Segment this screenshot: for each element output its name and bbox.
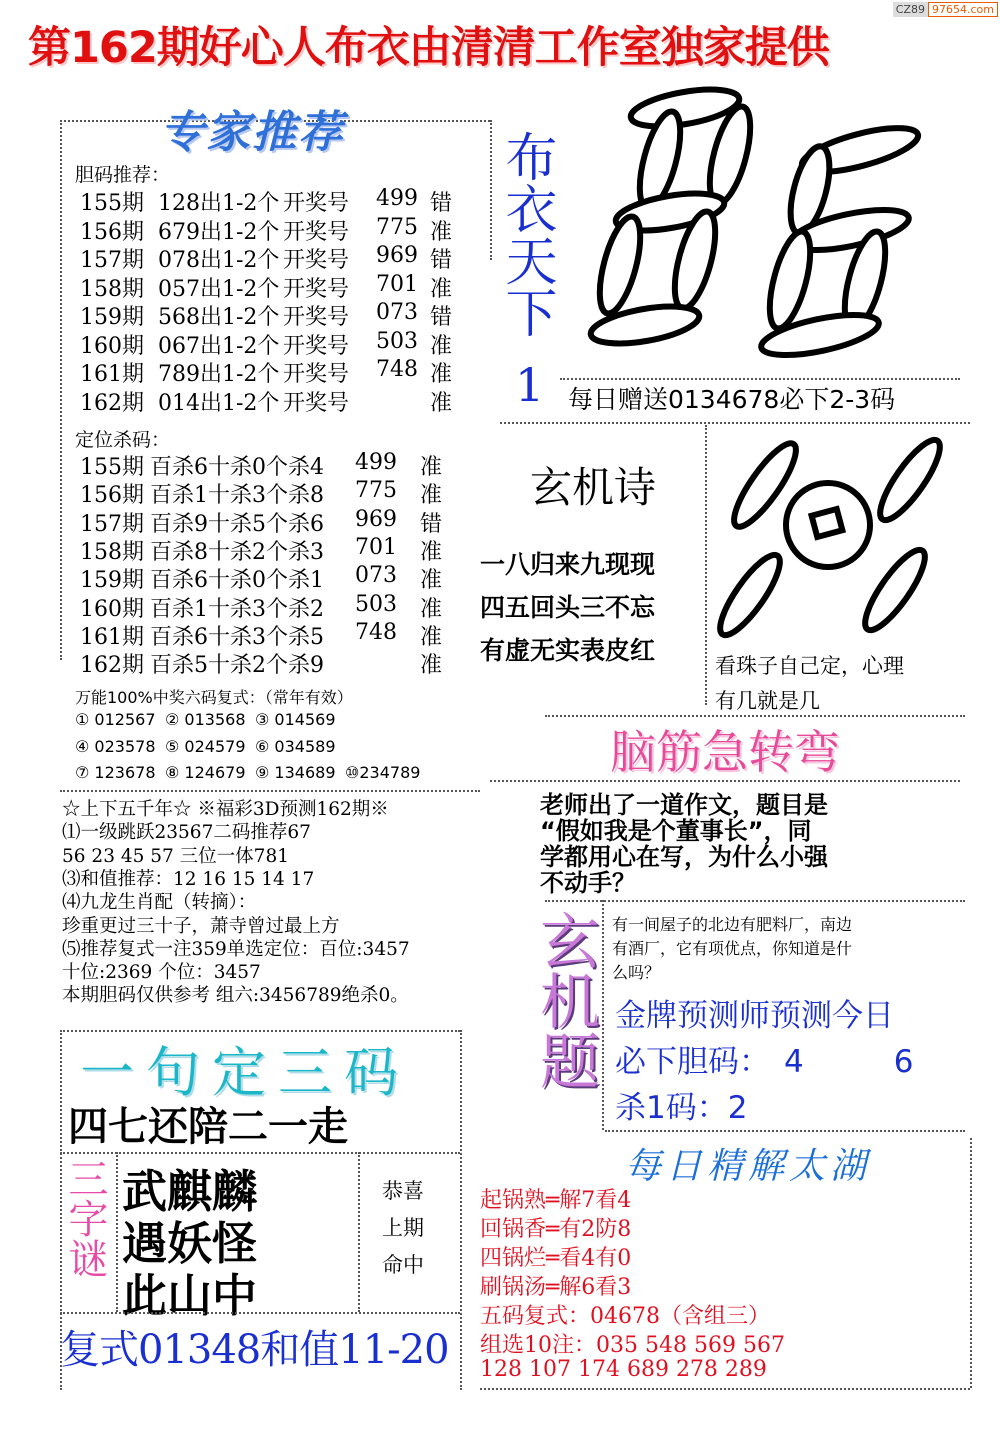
dan-tag: 开奖号 bbox=[283, 219, 350, 245]
kill-number: 499 bbox=[355, 450, 397, 475]
dan-period: 162期 bbox=[80, 390, 144, 416]
pred-line-2-label: 必下胆码： bbox=[615, 1044, 770, 1080]
dan-tag: 开奖号 bbox=[283, 191, 350, 216]
divider bbox=[358, 1152, 360, 1312]
teaser-line: “假如我是个董事长”，同 bbox=[540, 817, 812, 845]
combo-item: ⑥ 034589 bbox=[255, 736, 336, 756]
watermark-right: 97654.com bbox=[928, 2, 998, 17]
forecast-line: 本期胆码仅供参考 组六:3456789绝杀0。 bbox=[62, 985, 409, 1007]
divider bbox=[545, 900, 965, 902]
dan-row bbox=[80, 243, 480, 271]
taihu-line: 128 107 174 689 278 289 bbox=[480, 1357, 767, 1382]
san-zi-mi-label: 三字谜 bbox=[62, 1158, 108, 1278]
dan-tag: 开奖号 bbox=[283, 248, 350, 273]
dan-result: 准 bbox=[430, 390, 453, 416]
combo-item: ⑩234789 bbox=[345, 763, 421, 782]
kill-number: 969 bbox=[355, 506, 397, 532]
kill-period: 156期 bbox=[80, 483, 144, 509]
kill-result: 准 bbox=[420, 539, 443, 565]
one-sentence-heading: 一句定三码 bbox=[80, 1041, 410, 1104]
kill-period: 157期 bbox=[80, 511, 144, 537]
daily-gift: 每日赠送0134678必下2-3码 bbox=[568, 385, 896, 414]
forecast-line: 十位:2369 个位：3457 bbox=[62, 962, 261, 984]
dan-period: 159期 bbox=[80, 305, 144, 330]
question-line: 有一间屋子的北边有肥料厂，南边 bbox=[612, 915, 853, 934]
dan-pick: 789出1-2个 bbox=[158, 362, 280, 387]
divider bbox=[490, 120, 492, 260]
page-title: 第162期好心人布衣由清清工作室独家提供 bbox=[28, 23, 829, 73]
watermark-left: CZ89 bbox=[893, 2, 928, 17]
congrats-line: 上期 bbox=[382, 1216, 424, 1240]
dan-result: 错 bbox=[430, 248, 453, 273]
kill-number: 503 bbox=[355, 591, 397, 617]
dan-result: 错 bbox=[430, 305, 453, 330]
dan-period: 158期 bbox=[80, 276, 144, 302]
dan-pick: 568出1-2个 bbox=[158, 305, 280, 330]
kill-row bbox=[80, 563, 480, 594]
poem-line: 一八归来九现现 bbox=[480, 550, 656, 579]
dan-row bbox=[80, 357, 480, 385]
buyi-number: 1 bbox=[515, 358, 545, 412]
kill-number: 701 bbox=[355, 534, 397, 560]
forecast-line: 56 23 45 57 三位一体781 bbox=[62, 845, 289, 867]
note-line: 看珠子自己定，心理 bbox=[715, 654, 904, 678]
kill-result: 准 bbox=[420, 483, 443, 509]
pred-line-2-a: 4 bbox=[784, 1044, 804, 1080]
divider bbox=[490, 780, 960, 782]
kill-positions: 百杀1十杀3个杀8 bbox=[150, 483, 324, 509]
divider bbox=[116, 1152, 118, 1312]
dan-row bbox=[80, 300, 480, 328]
forecast-line: 珍重更过三十子，萧寺曾过最上方 bbox=[62, 915, 340, 937]
combo-row bbox=[75, 763, 495, 787]
kill-period: 162期 bbox=[80, 653, 144, 679]
kill-period: 161期 bbox=[80, 624, 144, 650]
dan-number: 499 bbox=[376, 186, 418, 211]
pred-line-2-b: 6 bbox=[893, 1044, 914, 1080]
kill-positions: 百杀8十杀2个杀3 bbox=[150, 539, 324, 565]
dan-tag: 开奖号 bbox=[283, 390, 350, 416]
divider bbox=[60, 120, 62, 660]
taihu-line: 起锅熟═解7看4 bbox=[480, 1188, 632, 1213]
kill-row bbox=[80, 507, 480, 535]
combo-row bbox=[75, 710, 495, 734]
combo-item: ⑨ 134689 bbox=[255, 763, 336, 782]
dan-result: 准 bbox=[430, 276, 453, 302]
divider bbox=[480, 1388, 970, 1390]
xuanji-shi-heading: 玄机诗 bbox=[530, 463, 657, 512]
dan-number: 503 bbox=[376, 328, 418, 354]
taihu-line: 回锅香═有2防8 bbox=[480, 1217, 632, 1242]
dan-result: 准 bbox=[430, 219, 453, 245]
taihu-lines bbox=[480, 1183, 785, 1386]
dan-period: 155期 bbox=[80, 191, 144, 216]
dan-tag: 开奖号 bbox=[283, 305, 350, 330]
one-sentence-phrase: 四七还陪二一走 bbox=[68, 1104, 348, 1150]
riddle-line: 遇妖怪 bbox=[122, 1217, 258, 1270]
divider bbox=[460, 1030, 462, 1390]
forecast-line: ⑷九龙生肖配（转摘）： bbox=[62, 892, 257, 914]
dan-number: 073 bbox=[376, 300, 418, 325]
brain-teaser-heading: 脑筋急转弯 bbox=[610, 725, 840, 779]
dan-pick: 679出1-2个 bbox=[158, 219, 280, 245]
taihu-line: 四锅烂═看4有0 bbox=[480, 1246, 632, 1271]
buyi-vertical: 布衣天下 bbox=[496, 130, 556, 338]
combo-item: ⑦ 123678 bbox=[75, 763, 156, 782]
dan-result: 准 bbox=[430, 362, 453, 387]
combo-item: ③ 014569 bbox=[255, 710, 336, 729]
kill-row bbox=[80, 620, 480, 648]
divider bbox=[60, 1312, 460, 1314]
teaser-line: 老师出了一道作文，题目是 bbox=[540, 791, 828, 819]
dan-number: 775 bbox=[376, 214, 418, 240]
taihu-line: 组选10注：035 548 569 567 bbox=[480, 1333, 785, 1358]
pred-line-2 bbox=[615, 1036, 913, 1081]
forecast-line: ⑶和值推荐：12 16 15 14 17 bbox=[62, 868, 315, 890]
teaser-line: 学都用心在写，为什么小强 bbox=[540, 843, 828, 871]
question-line: 有酒厂，它有项优点，你知道是什 bbox=[612, 939, 853, 958]
kill-row bbox=[80, 478, 480, 509]
pred-line-3: 杀1码：2 bbox=[615, 1090, 748, 1126]
poem-line: 四五回头三不忘 bbox=[480, 593, 656, 622]
kill-result: 错 bbox=[420, 511, 443, 537]
kill-row bbox=[80, 450, 480, 478]
digit-8-bead-icon bbox=[560, 80, 980, 380]
combo-label: 万能100%中奖六码复式：（常年有效） bbox=[75, 688, 353, 707]
dan-number: 701 bbox=[376, 271, 418, 297]
kill-positions: 百杀1十杀3个杀2 bbox=[150, 596, 324, 622]
combo-item: ② 013568 bbox=[165, 710, 246, 729]
dan-pick: 057出1-2个 bbox=[158, 276, 280, 302]
kill-number: 073 bbox=[355, 563, 397, 589]
xuanji-ti-heading: 玄机题 bbox=[530, 910, 600, 1090]
expert-heading: 专家推荐 bbox=[160, 107, 344, 158]
forecast-line: ☆上下五千年☆ ※福彩3D预测162期※ bbox=[62, 799, 389, 820]
dan-pick: 067出1-2个 bbox=[158, 333, 280, 359]
forecast-line: ⑴一级跳跃23567二码推荐67 bbox=[62, 822, 311, 844]
dan-row bbox=[80, 386, 480, 414]
kill-period: 159期 bbox=[80, 568, 144, 594]
teaser-line: 不动手？ bbox=[540, 869, 636, 897]
kill-positions: 百杀6十杀0个杀1 bbox=[150, 568, 324, 594]
kill-number: 748 bbox=[355, 619, 397, 645]
divider bbox=[970, 1138, 972, 1388]
divider bbox=[60, 1152, 460, 1154]
divider bbox=[60, 790, 480, 792]
kill-period: 160期 bbox=[80, 596, 144, 622]
combo-row bbox=[75, 737, 495, 761]
kill-positions: 百杀9十杀5个杀6 bbox=[150, 511, 324, 537]
dan-period: 161期 bbox=[80, 362, 144, 387]
combo-item: ④ 023578 bbox=[75, 736, 156, 756]
kill-result: 准 bbox=[420, 596, 443, 622]
kill-result: 准 bbox=[420, 624, 443, 650]
kill-period: 155期 bbox=[80, 455, 144, 480]
dan-tag: 开奖号 bbox=[283, 362, 350, 387]
dan-row bbox=[80, 329, 480, 357]
kill-positions: 百杀6十杀3个杀5 bbox=[150, 624, 324, 650]
dan-pick: 128出1-2个 bbox=[158, 191, 280, 216]
dan-period: 157期 bbox=[80, 248, 144, 273]
dan-tag: 开奖号 bbox=[283, 333, 350, 359]
question-line: 么吗？ bbox=[612, 963, 661, 982]
combo-item: ⑧ 124679 bbox=[165, 763, 246, 782]
dan-period: 156期 bbox=[80, 219, 144, 245]
dan-label: 胆码推荐： bbox=[75, 164, 171, 186]
combo-item: ⑤ 024579 bbox=[165, 736, 246, 756]
dan-result: 错 bbox=[430, 191, 453, 216]
dan-row bbox=[80, 272, 480, 300]
divider bbox=[500, 422, 970, 424]
dan-row bbox=[80, 186, 480, 214]
divider bbox=[705, 425, 707, 705]
riddle-line: 此山中 bbox=[122, 1269, 258, 1322]
congrats-line: 恭喜 bbox=[382, 1179, 424, 1203]
kill-positions: 百杀5十杀2个杀9 bbox=[150, 653, 324, 679]
riddle-line: 武麒麟 bbox=[122, 1165, 258, 1218]
kill-row bbox=[80, 535, 480, 563]
taihu-line: 刷锅汤═解6看3 bbox=[480, 1275, 632, 1300]
dan-row bbox=[80, 215, 480, 243]
compound-bet: 复式01348和值11-20 bbox=[60, 1327, 449, 1373]
kill-positions: 百杀6十杀0个杀4 bbox=[150, 455, 324, 480]
dan-period: 160期 bbox=[80, 333, 144, 359]
kill-number: 775 bbox=[355, 478, 397, 504]
note-line: 有几就是几 bbox=[715, 689, 820, 713]
taihu-heading: 每日精解太湖 bbox=[625, 1146, 872, 1187]
dan-number: 969 bbox=[376, 243, 418, 268]
combo-item: ① 012567 bbox=[75, 710, 156, 729]
kill-result: 准 bbox=[420, 455, 443, 480]
dan-pick: 078出1-2个 bbox=[158, 248, 280, 273]
kill-label: 定位杀码： bbox=[75, 429, 171, 451]
congrats-line: 命中 bbox=[382, 1253, 424, 1277]
dan-pick: 014出1-2个 bbox=[158, 390, 280, 416]
dan-number: 748 bbox=[376, 357, 418, 382]
kill-row bbox=[80, 592, 480, 620]
kill-period: 158期 bbox=[80, 539, 144, 565]
dan-result: 准 bbox=[430, 333, 453, 359]
coin-bead-icon bbox=[710, 430, 960, 645]
poem-line: 有虚无实表皮红 bbox=[480, 636, 656, 665]
divider bbox=[605, 1130, 965, 1132]
kill-row bbox=[80, 648, 480, 679]
taihu-line: 五码复式：04678（含组三） bbox=[480, 1304, 770, 1329]
dan-tag: 开奖号 bbox=[283, 276, 350, 302]
divider bbox=[602, 900, 604, 1130]
kill-result: 准 bbox=[420, 653, 443, 679]
kill-result: 准 bbox=[420, 568, 443, 594]
pred-line-1: 金牌预测师预测今日 bbox=[615, 998, 894, 1034]
forecast-line: ⑸推荐复式一注359单选定位：百位:3457 bbox=[62, 938, 410, 960]
